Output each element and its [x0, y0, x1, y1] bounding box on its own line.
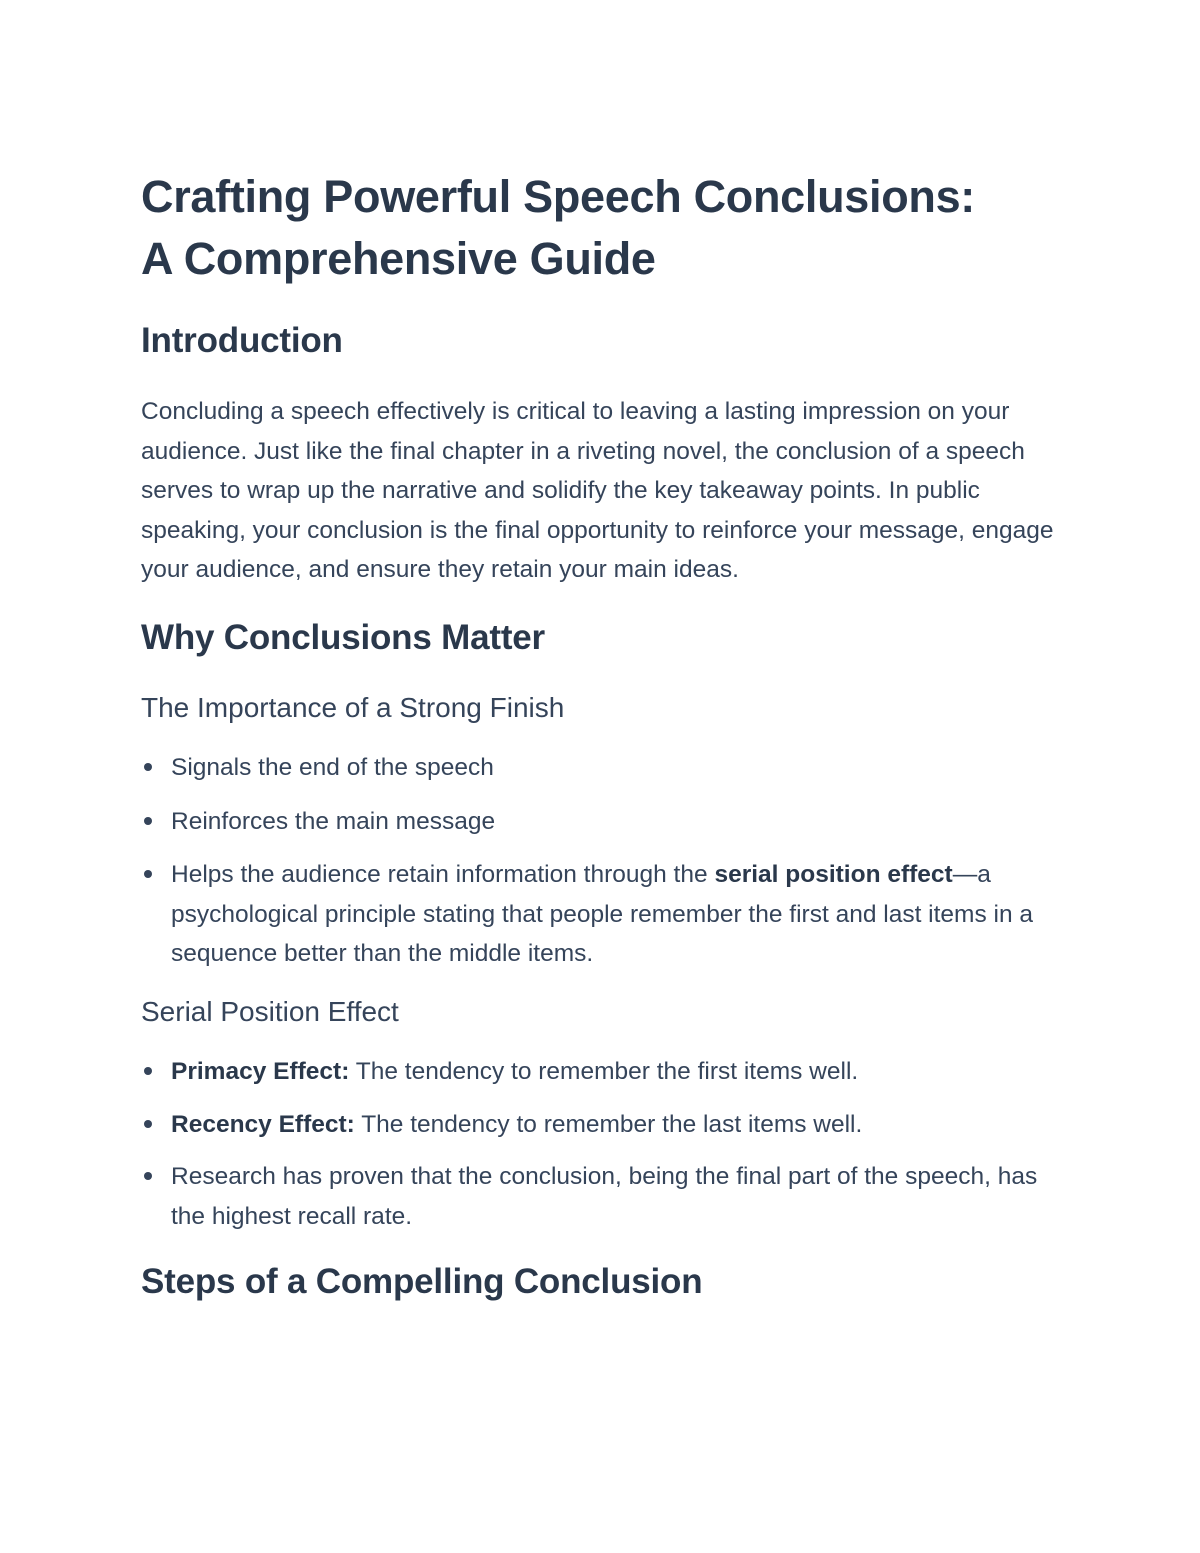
bullet-icon	[144, 817, 152, 825]
title-line-1: Crafting Powerful Speech Conclusions:	[141, 171, 975, 222]
serial-position-subheading: Serial Position Effect	[141, 995, 399, 1027]
list-item: Signals the end of the speech	[141, 748, 1066, 788]
primacy-effect-label: Primacy Effect:	[171, 1057, 350, 1085]
recency-effect-label: Recency Effect:	[171, 1110, 355, 1138]
introduction-paragraph: Concluding a speech effectively is critical to leaving a lasting impression on your audience. Just like the final chapter in a riveting novel, the conclusion of a speech serves to wrap up the narrative and solidify the key takeaway points. In public speaking, your conclusion is the final opportunity to reinforce your message, engage your audience, and ensure they retain your main ideas.	[141, 398, 1054, 584]
importance-list	[141, 748, 1066, 974]
list-item: Reinforces the main message	[141, 802, 1066, 842]
why-conclusions-matter-heading: Why Conclusions Matter	[141, 617, 545, 657]
bullet-icon	[144, 1120, 152, 1128]
bullet-icon	[144, 763, 152, 771]
bullet-icon	[144, 870, 152, 878]
importance-subheading: The Importance of a Strong Finish	[141, 691, 565, 723]
document-page	[141, 166, 1066, 1303]
bullet-icon	[144, 1172, 152, 1180]
title-line-2: A Comprehensive Guide	[141, 233, 656, 284]
steps-heading: Steps of a Compelling Conclusion	[141, 1262, 703, 1302]
list-item: Primacy Effect: The tendency to remember the first items well.	[141, 1052, 1066, 1092]
list-item: Research has proven that the conclusion, being the final part of the speech, has the highest recall rate.	[141, 1157, 1066, 1236]
list-item: Helps the audience retain information through the serial position effect—a psychological principle stating that people remember the first and last items in a sequence better than the middle items.	[141, 855, 1066, 974]
list-item: Recency Effect: The tendency to remember the last items well.	[141, 1105, 1066, 1145]
serial-position-effect-term: serial position effect	[714, 861, 953, 889]
serial-position-list	[141, 1052, 1066, 1236]
document-title	[141, 166, 1066, 290]
introduction-heading: Introduction	[141, 321, 343, 360]
bullet-icon	[144, 1067, 152, 1075]
